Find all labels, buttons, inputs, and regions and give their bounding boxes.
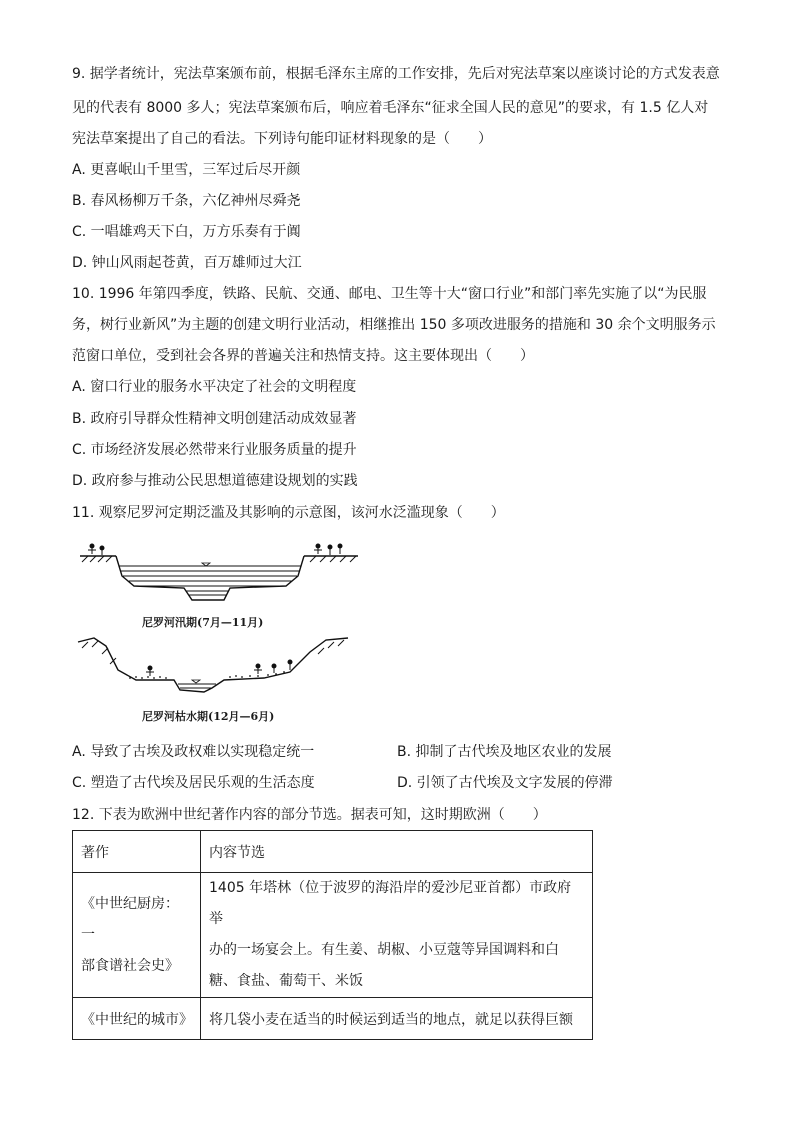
excerpt-line: 1405 年塔林（位于波罗的海沿岸的爱沙尼亚首都）市政府举 — [209, 880, 572, 927]
nile-dry-diagram — [74, 632, 364, 724]
q9-option-b[interactable]: B. 春风杨柳万千条，六亿神州尽舜尧 — [72, 193, 301, 209]
q11-option-c[interactable]: C. 塑造了古代埃及居民乐观的生活态度 — [72, 775, 315, 791]
flood-season-caption: 尼罗河汛期(7月—11月) — [142, 616, 264, 629]
nile-flood-season-illustration — [74, 538, 364, 610]
table-header-work: 著作 — [73, 831, 201, 873]
nile-dry-season-illustration — [74, 632, 364, 704]
q9-stem-line-1: 9. 据学者统计，宪法草案颁布前，根据毛泽东主席的工作安排，先后对宪法草案以座谈讨论的方式发表意 — [72, 66, 720, 82]
excerpt-line: 糖、食盐、葡萄干、米饭 — [209, 973, 363, 989]
table-row — [73, 998, 593, 1040]
table-cell-work: 《中世纪的城市》 — [73, 998, 201, 1040]
q10-option-b[interactable]: B. 政府引导群众性精神文明创建活动成效显著 — [72, 411, 357, 427]
q11-option-a[interactable]: A. 导致了古埃及政权难以实现稳定统一 — [72, 744, 315, 760]
q10-option-a[interactable]: A. 窗口行业的服务水平决定了社会的文明程度 — [72, 379, 357, 395]
q10-stem-line-3: 范窗口单位，受到社会各界的普遍关注和热情支持。这主要体现出（ ） — [72, 348, 534, 364]
work-title-line: 《中世纪厨房：一 — [81, 895, 179, 943]
q11-option-b[interactable]: B. 抑制了古代埃及地区农业的发展 — [397, 744, 612, 760]
q9-stem-line-2: 见的代表有 8000 多人；宪法草案颁布后，响应着毛泽东“征求全国人民的意见”的要求，有 1.5 亿人对 — [72, 100, 709, 116]
q12-table — [72, 830, 593, 1040]
dry-season-caption: 尼罗河枯水期(12月—6月) — [142, 710, 275, 723]
work-title-line: 部食谱社会史》 — [81, 957, 179, 974]
q10-option-d[interactable]: D. 政府参与推动公民思想道德建设规划的实践 — [72, 473, 358, 489]
q9-stem-line-3: 宪法草案提出了自己的看法。下列诗句能印证材料现象的是（ ） — [72, 131, 492, 147]
q10-stem-line-2: 务，树行业新风”为主题的创建文明行业活动，相继推出 150 多项改进服务的措施和 30 余个文明服务示 — [72, 317, 716, 333]
q12-stem: 12. 下表为欧洲中世纪著作内容的部分节选。据表可知，这时期欧洲（ ） — [72, 807, 547, 823]
q9-option-a[interactable]: A. 更喜岷山千里雪，三军过后尽开颜 — [72, 162, 301, 178]
q9-option-d[interactable]: D. 钟山风雨起苍黄，百万雄师过大江 — [72, 255, 302, 271]
table-cell-excerpt — [201, 873, 593, 998]
excerpt-line: 办的一场宴会上。有生姜、胡椒、小豆蔻等异国调料和白 — [209, 942, 559, 958]
q11-stem: 11. 观察尼罗河定期泛滥及其影响的示意图，该河水泛滥现象（ ） — [72, 505, 505, 521]
q11-option-d[interactable]: D. 引领了古代埃及文字发展的停滞 — [397, 775, 613, 791]
nile-flood-diagram — [74, 538, 364, 630]
q9-option-c[interactable]: C. 一唱雄鸡天下白，万方乐奏有于阗 — [72, 224, 301, 240]
table-header-row — [73, 831, 593, 873]
table-cell-work — [73, 873, 201, 998]
q10-stem-line-1: 10. 1996 年第四季度，铁路、民航、交通、邮电、卫生等十大“窗口行业”和部门率先实施了以“为民服 — [72, 286, 707, 302]
table-cell-excerpt: 将几袋小麦在适当的时候运到适当的地点，就足以获得巨额 — [201, 998, 593, 1040]
table-row — [73, 873, 593, 998]
q10-option-c[interactable]: C. 市场经济发展必然带来行业服务质量的提升 — [72, 442, 357, 458]
table-header-excerpt: 内容节选 — [201, 831, 593, 873]
